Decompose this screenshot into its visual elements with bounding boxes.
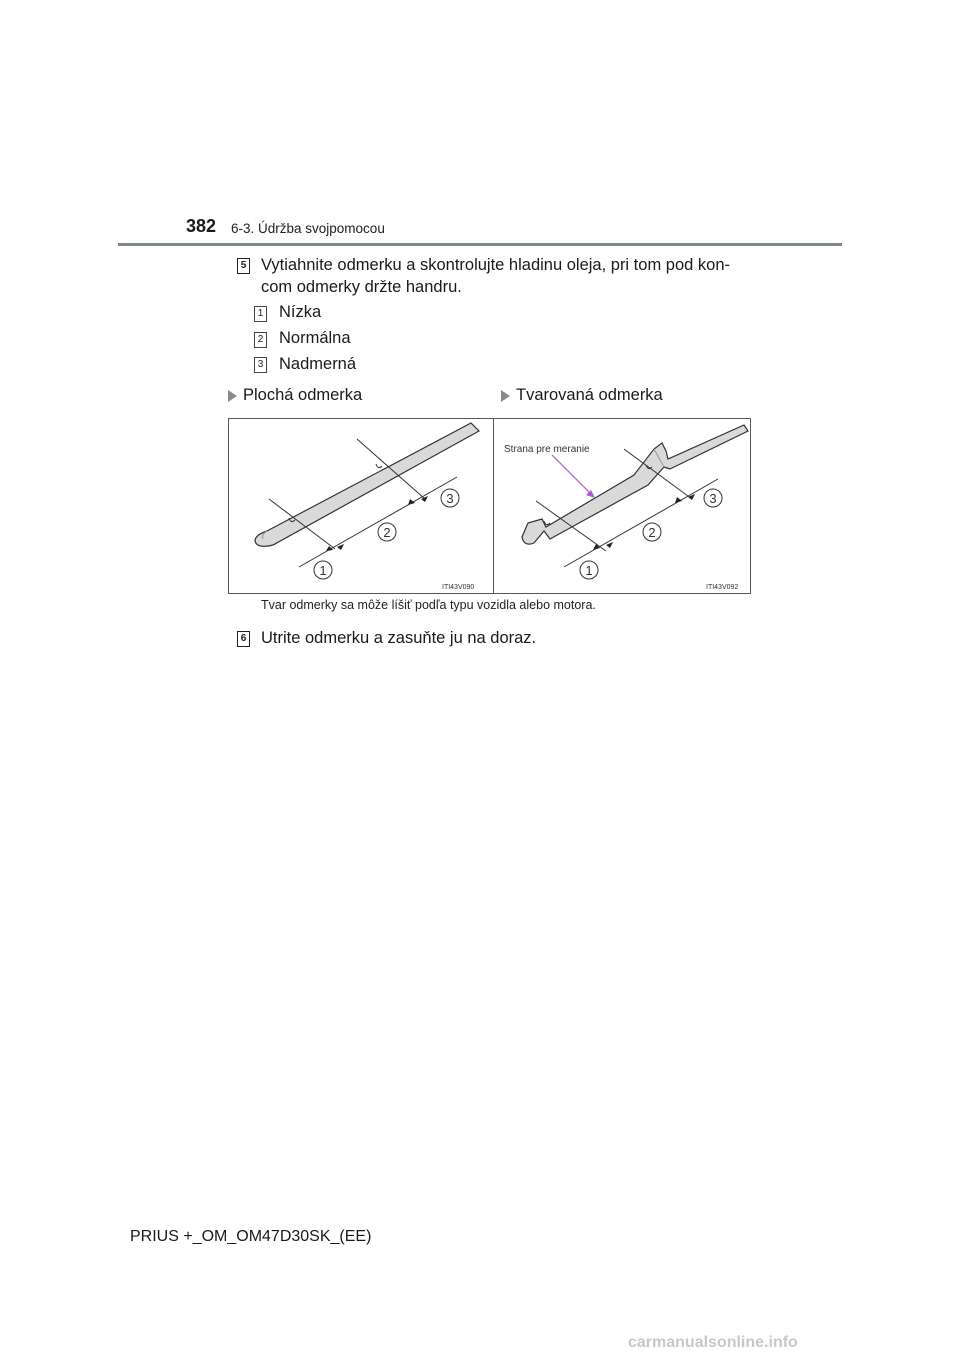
step-5-text-line1: Vytiahnite odmerku a skontrolujte hladinu oleja, pri tom pod kon-	[261, 256, 730, 274]
footer-document-code: PRIUS +_OM_OM47D30SK_(EE)	[130, 1228, 372, 1245]
header-rule	[118, 243, 842, 246]
figure-heading-shaped: Tvarovaná odmerka	[516, 386, 663, 404]
callout-3: 3	[446, 491, 454, 506]
figure-caption: Tvar odmerky sa môže líšiť podľa typu vozidla alebo motora.	[261, 598, 596, 612]
shaped-dipstick-illustration	[494, 419, 750, 593]
page-number: 382	[186, 216, 217, 236]
figure-flat-dipstick	[228, 418, 494, 594]
bullet-triangle-icon	[228, 390, 237, 402]
figure-code: ITI43V090	[442, 584, 475, 591]
flat-dipstick-illustration	[229, 419, 493, 593]
level-label-normal: Normálna	[279, 329, 351, 347]
measuring-side-annotation: Strana pre meranie	[504, 444, 590, 455]
section-title: 6-3. Údržba svojpomocou	[231, 221, 385, 236]
figure-heading-flat: Plochá odmerka	[243, 386, 363, 404]
step-number-5: 5	[237, 258, 250, 274]
level-number-2: 2	[254, 332, 267, 348]
level-number-1: 1	[254, 306, 267, 322]
level-label-excessive: Nadmerná	[279, 355, 357, 373]
figure-code: ITI43V092	[706, 584, 739, 591]
bullet-triangle-icon	[501, 390, 510, 402]
level-number-3: 3	[254, 357, 267, 373]
level-label-low: Nízka	[279, 303, 322, 321]
figure-shaped-dipstick	[493, 418, 751, 594]
callout-1: 1	[319, 563, 327, 578]
step-6-text: Utrite odmerku a zasuňte ju na doraz.	[261, 629, 537, 647]
callout-3: 3	[709, 491, 717, 506]
watermark: carmanualsonline.info	[628, 1334, 798, 1351]
callout-2: 2	[648, 525, 656, 540]
callout-1: 1	[585, 563, 593, 578]
step-number-6: 6	[237, 631, 250, 647]
step-5-text-line2: com odmerky držte handru.	[261, 278, 462, 296]
callout-2: 2	[383, 525, 391, 540]
